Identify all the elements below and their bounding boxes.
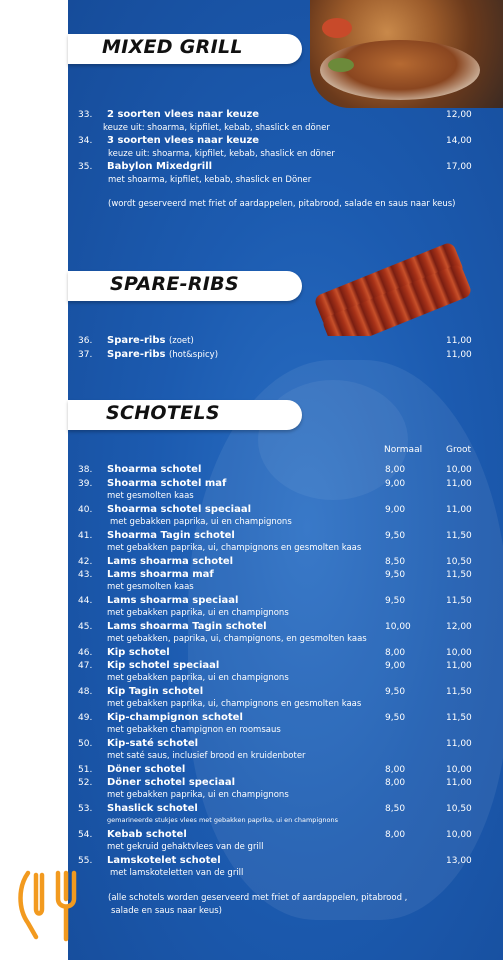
item-number: 48. — [78, 687, 93, 697]
item-name: Lams shoarma speciaal — [107, 595, 239, 606]
item-name: Lams shoarma maf — [107, 569, 214, 580]
item-name: Döner schotel speciaal — [107, 777, 235, 788]
item-description: met shoarma, kipfilet, kebab, shaslick en Döner — [108, 175, 312, 185]
item-price-groot: 11,00 — [446, 778, 472, 788]
item-price-groot: 11,00 — [446, 479, 472, 489]
item-price-groot: 10,00 — [446, 765, 472, 775]
item-description: met gebakken paprika, ui en champignons — [107, 608, 289, 618]
item-description: met gesmolten kaas — [107, 582, 194, 592]
item-number: 39. — [78, 479, 93, 489]
column-header-normaal: Normaal — [384, 445, 423, 455]
item-price-groot: 10,50 — [446, 557, 472, 567]
item-number: 54. — [78, 830, 93, 840]
item-number: 47. — [78, 661, 93, 671]
item-price-groot: 11,00 — [446, 739, 472, 749]
section-title: SCHOTELS — [106, 402, 220, 424]
item-price-normaal: 8,00 — [385, 648, 406, 658]
item-description: met gebakken paprika, ui en champignons — [107, 673, 289, 683]
item-price-groot: 11,50 — [446, 570, 472, 580]
item-description: met gebakken, paprika, ui, champignons, en gesmolten kaas — [107, 634, 367, 644]
item-price-normaal: 9,50 — [385, 713, 406, 723]
item-price-groot: 11,50 — [446, 531, 472, 541]
item-price-normaal: 8,00 — [385, 830, 406, 840]
item-name: 3 soorten vlees naar keuze — [107, 135, 260, 146]
item-price-normaal: 8,00 — [385, 765, 406, 775]
item-name: Lams shoarma Tagin schotel — [107, 621, 267, 632]
item-price-groot: 10,00 — [446, 648, 472, 658]
item-price-groot: 10,00 — [446, 830, 472, 840]
item-number: 42. — [78, 557, 93, 567]
section-title: MIXED GRILL — [102, 36, 243, 58]
section-title: SPARE-RIBS — [110, 273, 239, 295]
item-description: met gebakken paprika, ui, champignons en gesmolten kaas — [107, 699, 362, 709]
item-name: Shoarma schotel maf — [107, 478, 227, 489]
item-description: keuze uit: shoarma, kipfilet, kebab, shaslick en döner — [108, 149, 335, 159]
item-price: 11,00 — [446, 336, 472, 346]
item-name: Lams shoarma schotel — [107, 556, 234, 567]
item-name: Shoarma schotel — [107, 464, 202, 475]
item-price-normaal: 9,50 — [385, 687, 406, 697]
item-description: keuze uit: shoarma, kipfilet, kebab, shaslick en döner — [103, 123, 330, 133]
item-number: 51. — [78, 765, 93, 775]
item-name: Babylon Mixedgrill — [107, 161, 213, 172]
item-number: 34. — [78, 136, 93, 146]
item-price-groot: 11,50 — [446, 687, 472, 697]
item-number: 50. — [78, 739, 93, 749]
item-number: 37. — [78, 350, 93, 360]
item-price-normaal: 8,50 — [385, 804, 406, 814]
item-description: met gebakken paprika, ui en champignons — [110, 517, 292, 527]
item-description: gemarineerde stukjes vlees met gebakken paprika, ui en champignons — [107, 816, 338, 824]
item-name: Kebab schotel — [107, 829, 187, 840]
item-price-normaal: 8,50 — [385, 557, 406, 567]
item-description: met lamskoteletten van de grill — [110, 868, 244, 878]
item-price-groot: 10,00 — [446, 465, 472, 475]
item-price-normaal: 10,00 — [385, 622, 411, 632]
item-number: 38. — [78, 465, 93, 475]
column-header-groot: Groot — [446, 445, 472, 455]
item-name: Döner schotel — [107, 764, 186, 775]
item-price-groot: 11,00 — [446, 661, 472, 671]
item-description: met gesmolten kaas — [107, 491, 194, 501]
item-name: Kip-saté schotel — [107, 738, 199, 749]
item-price-groot: 11,00 — [446, 505, 472, 515]
item-price-groot: 10,50 — [446, 804, 472, 814]
item-number: 55. — [78, 856, 93, 866]
item-description: met gekruid gehaktvlees van de grill — [107, 842, 264, 852]
item-number: 40. — [78, 505, 93, 515]
item-name: Kip-champignon schotel — [107, 712, 243, 723]
item-description: met gebakken paprika, ui, champignons en gesmolten kaas — [107, 543, 362, 553]
item-number: 43. — [78, 570, 93, 580]
item-tag: (zoet) — [168, 336, 194, 346]
item-number: 53. — [78, 804, 93, 814]
item-number: 35. — [78, 162, 93, 172]
item-name: Kip schotel — [107, 647, 170, 658]
item-name: Shoarma Tagin schotel — [107, 530, 235, 541]
item-number: 46. — [78, 648, 93, 658]
item-description: met gebakken paprika, ui en champignons — [107, 790, 289, 800]
item-name: Spare-ribs (zoet) — [107, 335, 194, 346]
section-note: (alle schotels worden geserveerd met friet of aardappelen, pitabrood , — [108, 893, 408, 903]
item-price-groot: 13,00 — [446, 856, 472, 866]
item-price-normaal: 9,50 — [385, 596, 406, 606]
item-price: 11,00 — [446, 350, 472, 360]
item-price-groot: 12,00 — [446, 622, 472, 632]
item-number: 41. — [78, 531, 93, 541]
item-price-normaal: 9,50 — [385, 531, 406, 541]
item-name: Kip schotel speciaal — [107, 660, 220, 671]
item-price-normaal: 8,00 — [385, 465, 406, 475]
item-price: 12,00 — [446, 110, 472, 120]
item-description: met saté saus, inclusief brood en kruidenboter — [107, 751, 306, 761]
item-price: 14,00 — [446, 136, 472, 146]
item-price-groot: 11,50 — [446, 713, 472, 723]
item-price-normaal: 9,50 — [385, 570, 406, 580]
section-note: (wordt geserveerd met friet of aardappelen, pitabrood, salade en saus naar keus) — [108, 199, 456, 209]
item-number: 45. — [78, 622, 93, 632]
fork-knife-logo-icon — [14, 865, 86, 947]
item-number: 36. — [78, 336, 93, 346]
item-name: Kip Tagin schotel — [107, 686, 204, 697]
item-price-normaal: 9,00 — [385, 661, 406, 671]
item-number: 33. — [78, 110, 93, 120]
item-name: Lamskotelet schotel — [107, 855, 221, 866]
item-name: 2 soorten vlees naar keuze — [107, 109, 260, 120]
item-price-normaal: 8,00 — [385, 778, 406, 788]
section-note: salade en saus naar keus) — [111, 906, 222, 916]
item-number: 44. — [78, 596, 93, 606]
item-number: 52. — [78, 778, 93, 788]
item-price-normaal: 9,00 — [385, 505, 406, 515]
item-price-normaal: 9,00 — [385, 479, 406, 489]
item-tag: (hot&spicy) — [168, 350, 219, 360]
item-name: Spare-ribs (hot&spicy) — [107, 349, 219, 360]
item-name: Shoarma schotel speciaal — [107, 504, 252, 515]
item-price: 17,00 — [446, 162, 472, 172]
item-description: met gebakken champignon en roomsaus — [107, 725, 281, 735]
item-name: Shaslick schotel — [107, 803, 198, 814]
item-price-groot: 11,50 — [446, 596, 472, 606]
item-number: 49. — [78, 713, 93, 723]
